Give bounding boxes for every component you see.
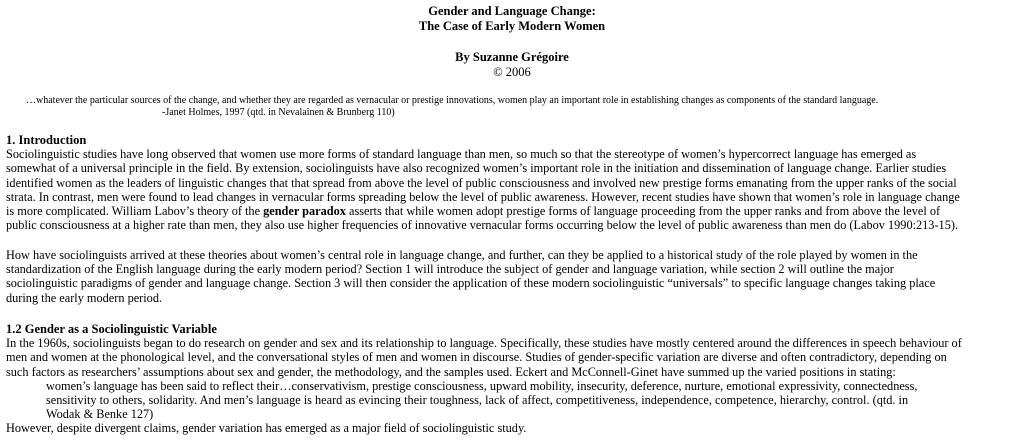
paragraph-line: strata. In contrast, men were found to lead changes in vernacular forms spreading below the level of public awareness. However, recent studies have shown that women’s role in language change: [6, 189, 960, 204]
text-run: asserts that while women adopt prestige forms of language proceeding from the upper ranks and from above the level of: [345, 204, 941, 219]
block-quote-line: women’s language has been said to reflect their…conservativism, prestige consciousness, upward mobility, insecurity, deference, nurture, emotional expressivity, connectedness,: [46, 378, 918, 393]
epigraph-quote: …whatever the particular sources of the change, and whether they are regarded as vernacular or prestige innovations, women play an important role in establishing changes as components of the standard language.: [26, 95, 879, 106]
title-line-1: Gender and Language Change:: [428, 4, 596, 18]
section-heading-introduction: 1. Introduction: [6, 133, 87, 147]
introduction-paragraph-2: [6, 248, 1018, 305]
author-name: By Suzanne Grégoire: [455, 50, 569, 64]
paragraph-line: standardization of the English language during the early modern period? Section 1 will introduce the subject of gender and language variation, while section 2 will outline the major: [6, 262, 894, 277]
section-introduction: [6, 133, 1018, 232]
section-gender-variable: [6, 322, 1018, 436]
paragraph-line: identified women as the leaders of linguistic changes that that spread from above the level of public consciousness and involved new prestige forms emanating from the upper ranks of the social: [6, 175, 957, 190]
paragraph-line: However, despite divergent claims, gender variation has emerged as a major field of sociolinguistic study.: [6, 421, 527, 436]
epigraph-attribution: -Janet Holmes, 1997 (qtd. in Nevalainen & Brunberg 110): [162, 107, 395, 118]
paragraph-line: men and women at the phonological level, and the conversational styles of men and women in discourse. Studies of gender-specific variation are diverse and often contradictory, depending on: [6, 350, 947, 365]
paragraph-line: Sociolinguistic studies have long observed that women use more forms of standard language than men, so much so that the stereotype of women’s hypercorrect language has emerged as: [6, 147, 917, 162]
paragraph-line: [6, 204, 1018, 218]
document-title: [0, 4, 1024, 34]
title-line-2: The Case of Early Modern Women: [418, 19, 606, 33]
paragraph-line: somewhat of a universal principle in the field. By extension, sociolinguists have also recognized women’s important role in the initiation and dissemination of language change. Earlier studies: [6, 161, 947, 176]
paragraph-line: such factors as researchers’ assumptions about sex and gender, the methodology, and the samples used. Eckert and McConnell-Ginet have summed up the varied positions in stating:: [6, 364, 896, 379]
paragraph-line: sociolinguistic paradigms of gender and language change. Section 3 will then consider the application of these modern sociolinguistic “universals” to specific language changes taking place: [6, 276, 936, 291]
paragraph-line: How have sociolinguists arrived at these theories about women’s central role in language change, and further, can they be applied to a historical study of the role played by women in the: [6, 248, 918, 262]
block-quote-line: Wodak & Benke 127): [46, 407, 154, 422]
section-heading-gender-variable: 1.2 Gender as a Sociolinguistic Variable: [6, 322, 217, 336]
byline: [0, 50, 1024, 80]
paragraph-line: In the 1960s, sociolinguists began to do research on gender and sex and its relationship to language. Specifically, these studies have mostly centered around the differences in speech behaviour of: [6, 336, 962, 351]
gender-paradox-term: gender paradox: [263, 204, 346, 219]
paragraph-line: during the early modern period.: [6, 290, 163, 305]
block-quote-line: sensitivity to others, solidarity. And men’s language is heard as evincing their toughness, lack of affect, competitiveness, independence, competence, hierarchy, control. (qtd. in: [46, 393, 909, 408]
paragraph-line: public consciousness at a higher rate than men, they also use higher frequencies of innovative vernacular forms occurring below the level of public awareness than men do (Labov 1990:213-15).: [6, 218, 959, 233]
copyright-line: © 2006: [493, 65, 531, 79]
text-run: is more complicated. William Labov’s theory of the: [6, 204, 264, 219]
